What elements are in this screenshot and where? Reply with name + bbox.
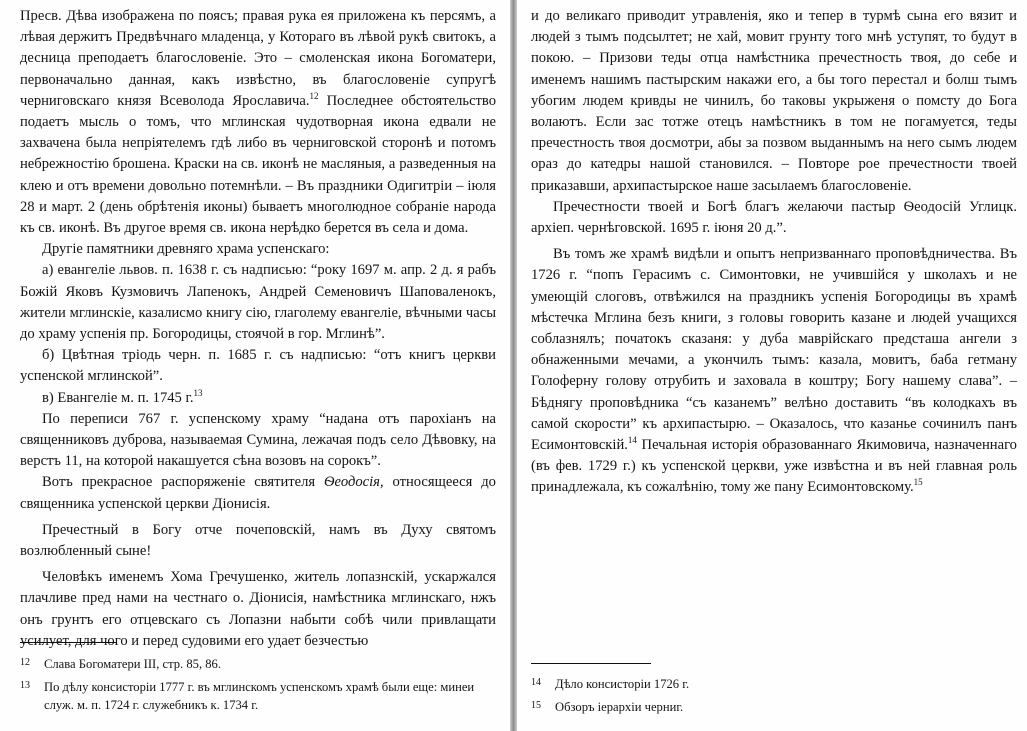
paragraph: Человѣкъ именемъ Хома Гречушенко, житель лопазнскій, ускаржался плачливе пред нами на честнаго о. Діонисія, намѣстника мглинскаго, нжъ онъ грунтъ его отцевскаго съ Лопазни набыти собѣ чили привлащати усилует, для чого и перед судовими его удает безчестью [20, 569, 496, 649]
paragraph: По переписи 767 г. успенскому храму “надана отъ парохіанъ на священниковъ дуброва, называемая Сумина, лежачая подъ село Дѣвовку, на верстъ 11, на которой накашуется сѣна возовъ на сорокъ”. [20, 410, 496, 470]
footnote [20, 655, 496, 673]
paragraph: б) Цвѣтная тріодь черн. п. 1685 г. съ надписью: “отъ книгъ церкви успенской мглинской”. [20, 347, 496, 385]
footnote-text: По дѣлу консисторіи 1777 г. въ мглинскомъ успенскомъ храмѣ были еще: минеи служ. м. п. 1724 г. служебникъ к. 1734 г. [44, 680, 475, 712]
paragraph: Пресв. Дѣва изображена по поясъ; правая рука ея приложена къ персямъ, а лѣвая держитъ Предвѣчнаго младенца, у Котораго въ лѣвой рукѣ свитокъ, а десница преподаетъ благословеніе. Это – смоленская икона Богоматери, первоначально данная, какъ извѣстно, въ благословеніе супругѣ черниговскаго князя Всеволода Ярославича.$^{12}$ Последнее обстоятельство подаетъ мысль о томъ, что мглинская чудотворная икона едвали не захвачена была непріятелемъ гдѣ либо въ черниговской сторонѣ и потомъ небрежностію брошена. Краски на св. иконѣ не масляныя, а разведенныя на клею и отъ времени довольно потемнѣли. – Въ праздники Одигитріи – іюля 28 и март. 2 (день обрѣтенія иконы) бываетъ многолюдное собраніе народа къ св. иконѣ. Въ другое время св. икона нерѣдко берется въ села и дома. [20, 8, 497, 237]
paragraph: а) евангеліе львов. п. 1638 г. съ надписью: “року 1697 м. апр. 2 д. я рабъ Божій Яковъ Кузмовичъ Лапенокъ, Андрей Семеновичъ Шаповаленокъ, жители мглинскіе, казалисмо книгу сію, глаголему евангеліе, вѣчными часы до храму успенія пр. Богородицы, стоячой в гор. Мглинѣ”. [20, 262, 496, 343]
paragraph: Въ томъ же храмѣ видѣли и опытъ непризваннаго проповѣдничества. Въ 1726 г. “попъ Герасимъ с. Симонтовки, не учившійся у школахъ и не умеющій слоговъ, отвѣжился на праздникъ успенія Богородицы въ храмѣ мѣстечка Мглина безъ книги, з головы говорить казане и людей учащихся соблазнялъ; початокъ сказаня: у дуба маврійскаго предсташа ангели з обнаженными мечами, а укончилъ тымъ: казала, мовитъ, баба гетману Голоферну голову отрубить и заховала в коштру; Богу нашему слава”. – Бѣднягу проповѣдника “съ казанемъ” велѣно доставить “въ колодкахъ въ самой скорости” къ архипастырю. – Оказалось, что казанье сочинилъ панъ Есимонтовскій.$^{14}$ Печальная исторія образованнаго Якимовича, назначеннаго (въ фев. 1729 г.) къ успенской церкви, уже извѣстна и въ ней главная роль принадлежала, къ сожалѣнію, тому же пану Есимонтовскому.$^{15}$ [531, 246, 1017, 496]
footnote-text: Обзоръ іерархіи черниг. [555, 700, 684, 714]
italic-name: Ѳеодосія, [324, 474, 384, 491]
paragraph: Пречестный в Богу отче почеповскій, намъ въ Духу святомъ возлюбленный сыне! [20, 521, 496, 560]
footnote-ref-12[interactable]: 12 [309, 90, 319, 101]
left-footnotes [20, 655, 496, 719]
paragraph: Пречестности твоей и Богѣ благъ желаючи пастыр Ѳеодосій Углицк. архіеп. чернѣговской. 1695 г. іюня 20 д.”. [531, 198, 1017, 237]
footnote-text: Слава Богоматери III, стр. 85, 86. [44, 657, 222, 671]
paragraph: в) Евангеліе м. п. 1745 г.$^{13}$ [42, 387, 203, 406]
footnote-ref-14[interactable]: 14 [627, 435, 637, 446]
paragraph: и до великаго приводит утравленія, яко и тепер в турмѣ сына его вязит и людей з тымъ подсылтет; не хай, мовит грунту того мнѣ уступят, то будут в покою. – Призови теды отца намѣстника пречестность твоя, до себе и именемъ нашимъ пастырским накажи его, а бы того перестал и болш тымъ убогим людем кривды не чинилъ, бо таковы укрыженя о помсту до Бога волаютъ. Если зас тотже отецъ намѣстникъ в том не погамуется, теды пречестность твоя досмотри, абы за позвом выданнымъ на него сымъ людем ораз до катедры нашой становился. – Повторе рое пречестности твоей приказавши, архипастырское наше засылаемъ благословеніе. [531, 8, 1017, 194]
footnote-ref-15[interactable]: 15 [913, 477, 923, 488]
right-text-column [531, 6, 1017, 499]
footnote [20, 678, 496, 714]
footnote [531, 675, 1017, 693]
book-gutter [510, 0, 517, 731]
footnote-ref-13[interactable]: 13 [193, 387, 203, 398]
footnote-number: 12 [20, 657, 30, 668]
footnote-text: Дѣло консисторіи 1726 г. [555, 677, 690, 691]
footnote-number: 15 [531, 700, 541, 711]
footnote-number: 14 [531, 677, 541, 688]
footnote-rule [20, 642, 116, 643]
paragraph: Другіе памятники древняго храма успенскаго: [42, 241, 330, 258]
right-footnotes [531, 675, 1017, 721]
left-text-column [20, 6, 496, 652]
paragraph: Вотъ прекрасное распоряженіе святителя Ѳеодосія, относящееся до священника успенской церкви Діонисія. [20, 474, 496, 512]
footnote [531, 698, 1017, 716]
left-page [0, 0, 510, 731]
right-page [517, 0, 1027, 731]
footnote-number: 13 [20, 680, 30, 691]
footnote-rule [531, 663, 651, 664]
